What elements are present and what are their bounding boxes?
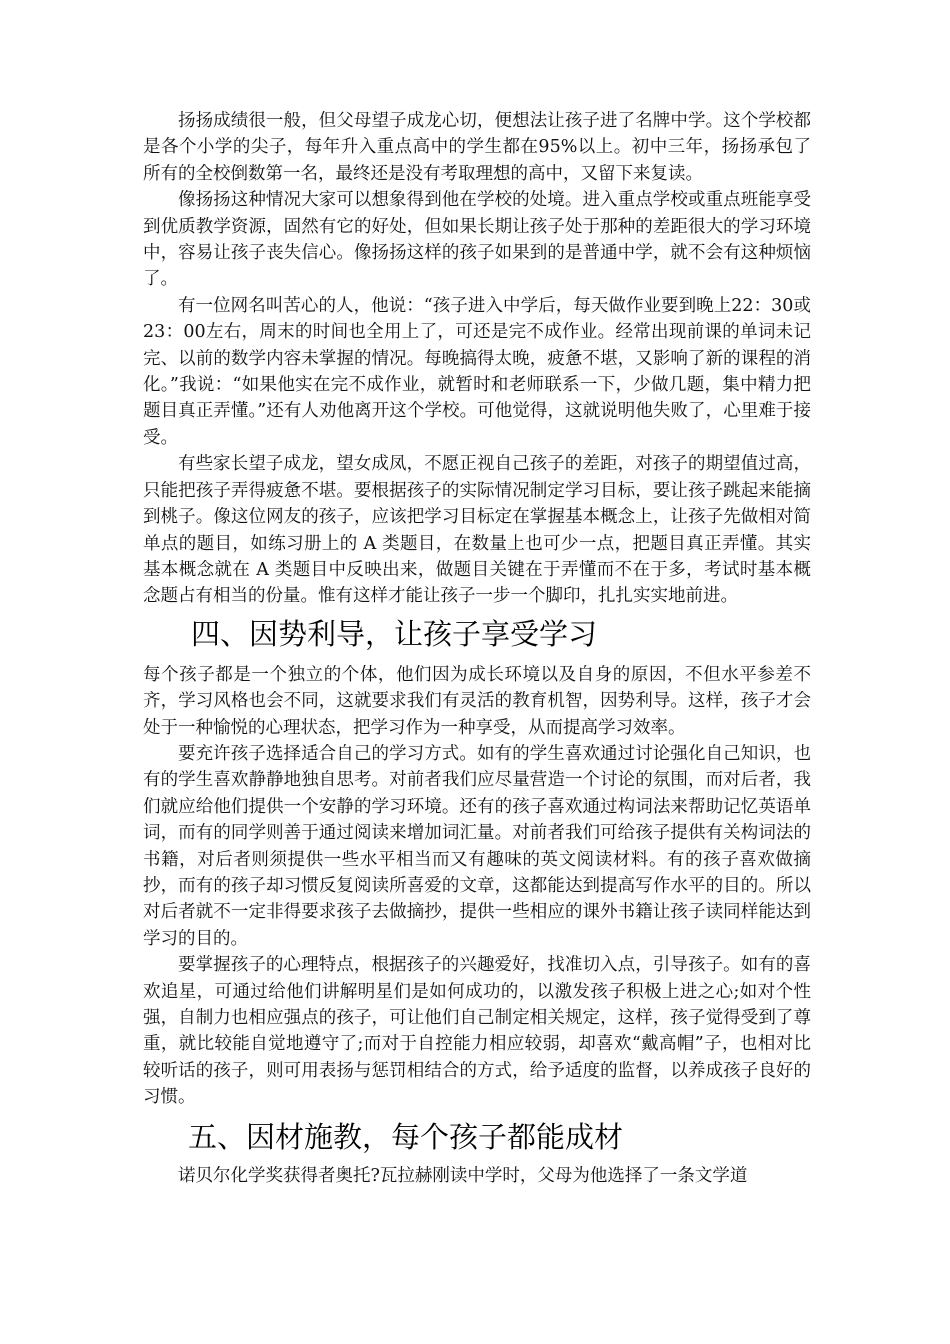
paragraph: 诺贝尔化学奖获得者奥托?瓦拉赫刚读中学时，父母为他选择了一条文学道: [178, 1165, 748, 1186]
paragraph: 有些家长望子成龙，望女成凤，不愿正视自己孩子的差距，对孩子的期望值过高，只能把孩子弄得疲惫不堪。要根据孩子的实际情况制定学习目标，要让孩子跳起来能摘到桃子。像这位网友的孩子，应该把学习目标定在掌握基本概念上，让孩子先做相对简单点的题目，如练习册上的 A 类题目，在数量上也可少一点，把题目真正弄懂。其实基本概念就在 A 类题目中反映出来，做题目关键在于弄懂而不在于多，考试时基本概念题占有相当的份量。惟有这样才能让孩子一步一个脚印，扎扎实实地前进。: [143, 454, 811, 607]
paragraph: 像扬扬这种情况大家可以想象得到他在学校的处境。进入重点学校或重点班能享受到优质教学资源，固然有它的好处，但如果长期让孩子处于那种的差距很大的学习环境中，容易让孩子丧失信心。像扬扬这样的孩子如果到的是普通中学，就不会有这种烦恼了。: [143, 190, 811, 290]
section-heading-four: 四、因势利导，让孩子享受学习: [191, 616, 598, 651]
paragraph: 扬扬成绩很一般，但父母望子成龙心切，便想法让孩子进了名牌中学。这个学校都是各个小学的尖子，每年升入重点高中的学生都在95%以上。初中三年，扬扬承包了所有的全校倒数第一名，最终还是没有考取理想的高中，又留下来复读。: [143, 111, 811, 184]
paragraph: 有一位网名叫苦心的人，他说：“孩子进入中学后，每天做作业要到晚上22：30或23：00左右，周末的时间也全用上了，可还是完不成作业。经常出现前课的单词未记完、以前的数学内容未掌握的情况。每晚搞得太晚，疲惫不堪，又影响了新的课程的消化。”我说：“如果他实在完不成作业，就暂时和老师联系一下，少做几题，集中精力把题目真正弄懂。”还有人劝他离开这个学校。可他觉得，这就说明他失败了，心里难于接受。: [143, 295, 811, 448]
section-four-intro: 每个孩子都是一个独立的个体，他们因为成长环境以及自身的原因，不但水平参差不齐，学习风格也会不同，这就要求我们有灵活的教育机智，因势利导。这样，孩子才会处于一种愉悦的心理状态，把学习作为一种享受，从而提高学习效率。: [143, 664, 811, 738]
document-page: [143, 108, 811, 1189]
section-heading-five: 五、因材施教，每个孩子都能成材: [188, 1119, 624, 1154]
paragraph: 要充许孩子选择适合自己的学习方式。如有的学生喜欢通过讨论强化自己知识，也有的学生喜欢静静地独自思考。对前者我们应尽量营造一个讨论的氛围，而对后者，我们就应给他们提供一个安静的学习环境。还有的孩子喜欢通过构词法来帮助记忆英语单词，而有的同学则善于通过阅读来增加词汇量。对前者我们可给孩子提供有关构词法的书籍，对后者则须提供一些水平相当而又有趣味的英文阅读材料。有的孩子喜欢做摘抄，而有的孩子却习惯反复阅读所喜爱的文章，这都能达到提高写作水平的目的。所以对后者就不一定非得要求孩子去做摘抄，提供一些相应的课外书籍让孩子读同样能达到学习的目的。: [143, 743, 811, 949]
paragraph: 要掌握孩子的心理特点，根据孩子的兴趣爱好，找准切入点，引导孩子。如有的喜欢追星，可通过给他们讲解明星们是如何成功的，以激发孩子积极上进之心;如对个性强，自制力也相应强点的孩子，可让他们自己制定相关规定，这样，孩子觉得受到了尊重，就比较能自觉地遵守了;而对于自控能力相应较弱，却喜欢“戴高帽”子，也相对比较听话的孩子，则可用表扬与惩罚相结合的方式，给予适度的监督，以养成孩子良好的习惯。: [143, 955, 811, 1108]
